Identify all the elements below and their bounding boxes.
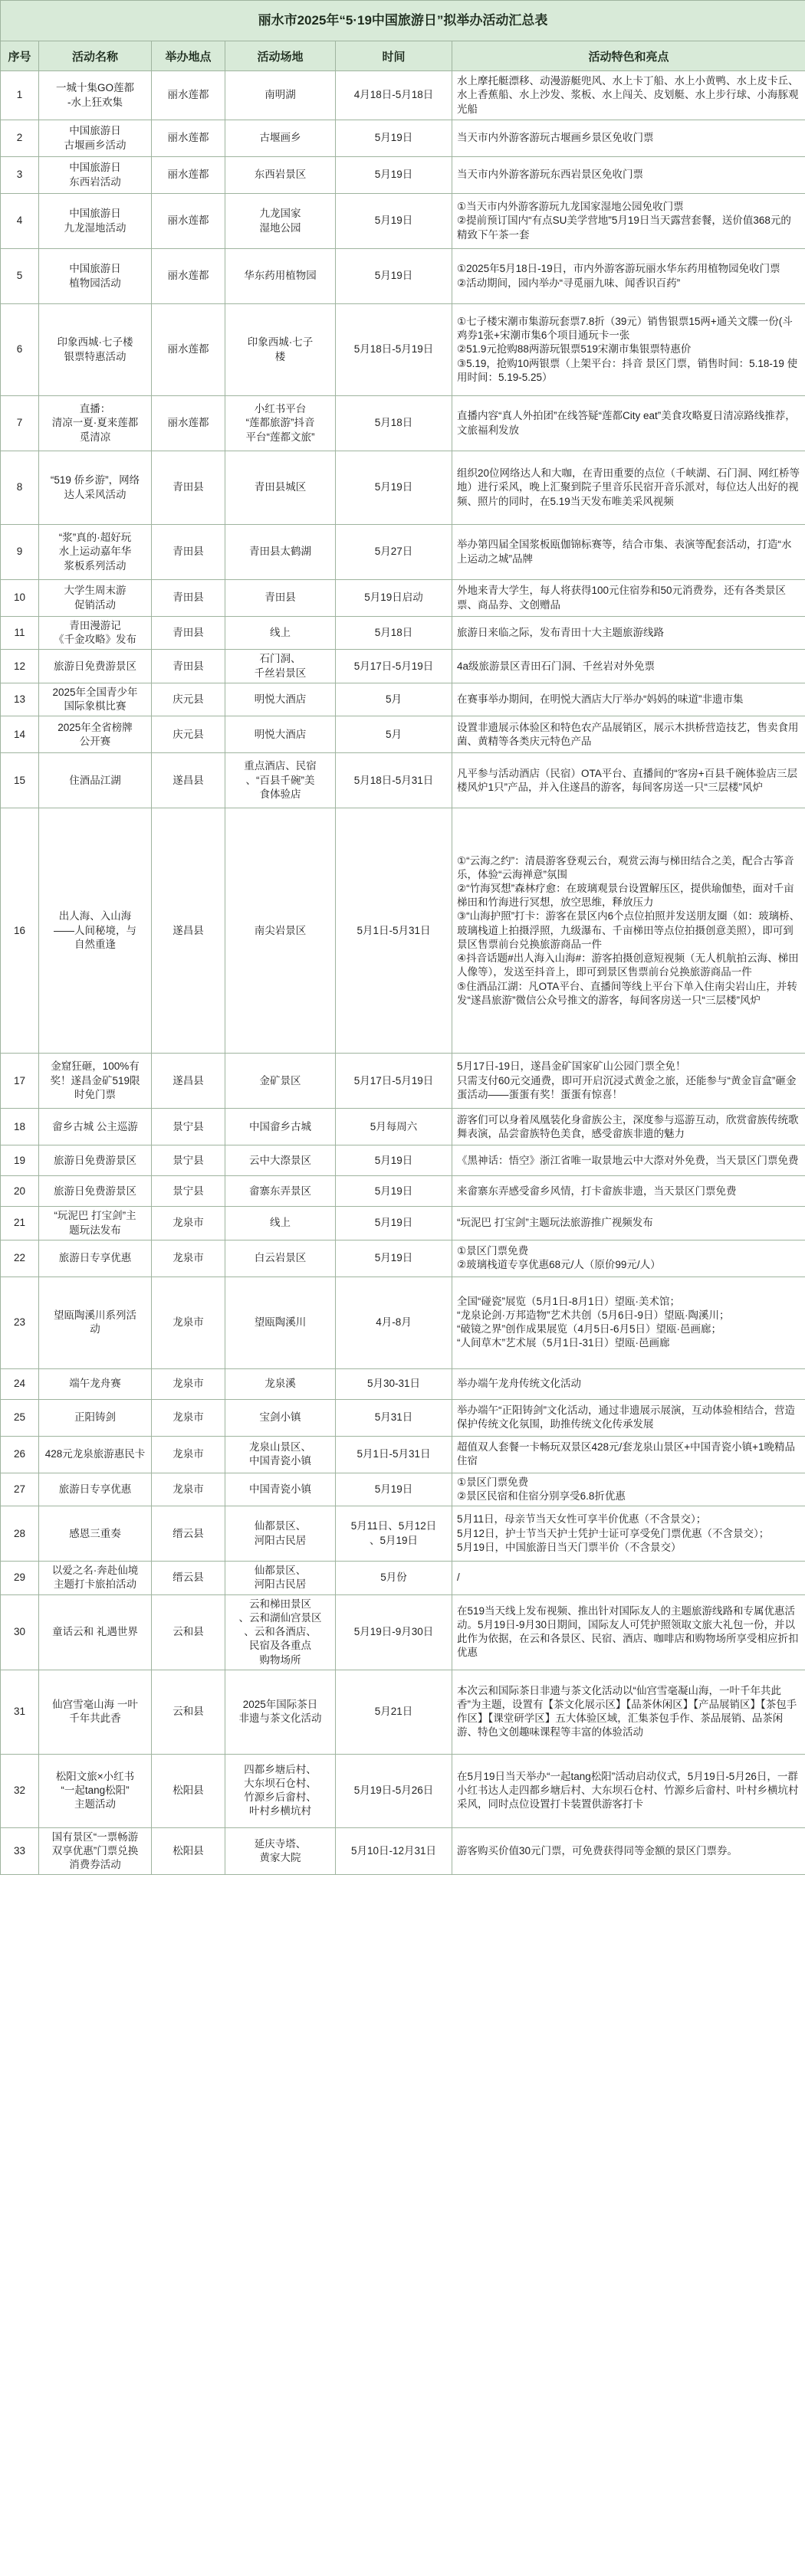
cell-number: 1	[1, 71, 39, 120]
cell-time: 5月	[336, 683, 452, 716]
cell-features: /	[452, 1562, 805, 1594]
cell-time: 5月1日-5月31日	[336, 1436, 452, 1473]
cell-location: 景宁县	[152, 1176, 225, 1207]
cell-activity-name: 中国旅游日 植物园活动	[39, 249, 152, 304]
cell-number: 17	[1, 1054, 39, 1109]
cell-features: 《黑神话：悟空》浙江省唯一取景地云中大漈对外免费，当天景区门票免费	[452, 1145, 805, 1176]
cell-number: 9	[1, 525, 39, 580]
cell-number: 12	[1, 650, 39, 683]
cell-activity-name: “519 侨乡游”，网络 达人采风活动	[39, 451, 152, 525]
cell-features: 旅游日来临之际，发布青田十大主题旅游线路	[452, 617, 805, 650]
cell-number: 32	[1, 1754, 39, 1827]
cell-activity-name: 国有景区“一票畅游 双享优惠”门票兑换 消费券活动	[39, 1827, 152, 1875]
header-number: 序号	[1, 41, 39, 71]
cell-features: 5月17日-19日，遂昌金矿国家矿山公园门票全免！ 只需支付60元交通费，即可开启沉浸式黄金之旅，还能参与“黄金盲盒”砸金蛋活动——蛋蛋有奖！蛋蛋有惊喜！	[452, 1054, 805, 1109]
cell-venue: 九龙国家 湿地公园	[225, 194, 336, 249]
cell-venue: 畲寨东弄景区	[225, 1176, 336, 1207]
cell-features: 举办端午“正阳铸剑”文化活动，通过非遗展示展演，互动体验相结合，营造保护传统文化氛围，助推传统文化传承发展	[452, 1399, 805, 1436]
cell-activity-name: 住酒品江湖	[39, 753, 152, 808]
table-row	[1, 1827, 805, 1875]
cell-location: 青田县	[152, 580, 225, 617]
cell-time: 5月30-31日	[336, 1368, 452, 1399]
table-row	[1, 1562, 805, 1594]
cell-features: 在5月19日当天举办“一起tang松阳”活动启动仪式，5月19日-5月26日，一群小红书达人走四都乡塘后村、大东坝石仓村、竹源乡后畲村、叶村乡横坑村采风，同时点位设置打卡装置供游客打卡	[452, 1754, 805, 1827]
table-row	[1, 1754, 805, 1827]
cell-venue: 石门洞、 千丝岩景区	[225, 650, 336, 683]
cell-activity-name: 青田漫游记 《千金攻略》发布	[39, 617, 152, 650]
table-row	[1, 716, 805, 753]
cell-features: ①当天市内外游客游玩九龙国家湿地公园免收门票 ②提前预订国内“有点SU美学营地”5月19日当天露营套餐，送价值368元的精致下午茶一套	[452, 194, 805, 249]
header-activity-name: 活动名称	[39, 41, 152, 71]
cell-time: 5月19日	[336, 1240, 452, 1277]
cell-features: 在赛事举办期间，在明悦大酒店大厅举办“妈妈的味道”非遗市集	[452, 683, 805, 716]
table-row	[1, 808, 805, 1054]
table-row	[1, 525, 805, 580]
cell-number: 13	[1, 683, 39, 716]
cell-number: 24	[1, 1368, 39, 1399]
cell-venue: 中国青瓷小镇	[225, 1473, 336, 1506]
cell-time: 5月10日-12月31日	[336, 1827, 452, 1875]
cell-time: 5月18日	[336, 396, 452, 451]
cell-time: 4月18日-5月18日	[336, 71, 452, 120]
cell-activity-name: 正阳铸剑	[39, 1399, 152, 1436]
cell-features: 水上摩托艇漂移、动漫游艇兜风、水上卡丁船、水上小黄鸭、水上皮卡丘、水上香蕉船、水上沙发、浆板、水上闯关、皮划艇、水上步行球、小海豚观光船	[452, 71, 805, 120]
cell-number: 28	[1, 1506, 39, 1562]
cell-features: 组织20位网络达人和大咖，在青田重要的点位（千峡湖、石门洞、网红桥等地）进行采风，晚上汇聚到院子里音乐民宿开音乐派对，每位达人出好的视频、照片的同时，在5.19当天发布唯美采风视频	[452, 451, 805, 525]
table-row	[1, 304, 805, 396]
cell-location: 庆元县	[152, 683, 225, 716]
cell-time: 5月11日、5月12日 、5月19日	[336, 1506, 452, 1562]
cell-time: 5月27日	[336, 525, 452, 580]
header-row	[1, 41, 805, 71]
cell-location: 缙云县	[152, 1506, 225, 1562]
cell-number: 5	[1, 249, 39, 304]
cell-venue: 延庆寺塔、 黄家大院	[225, 1827, 336, 1875]
cell-venue: 小红书平台 “莲都旅游”抖音 平台“莲都文旅”	[225, 396, 336, 451]
cell-activity-name: 旅游日免费游景区	[39, 650, 152, 683]
cell-number: 33	[1, 1827, 39, 1875]
cell-activity-name: “浆”真的·超好玩 水上运动嘉年华 浆板系列活动	[39, 525, 152, 580]
cell-number: 6	[1, 304, 39, 396]
table-row	[1, 157, 805, 194]
cell-features: ①“云海之约”：清晨游客登观云台，观赏云海与梯田结合之美，配合古筝音乐，体验“云海禅意”氛围 ②“竹海冥想”森林疗愈：在玻璃观景台设置解压区，提供瑜伽垫，面对千亩梯田和竹海进行冥想，放空思维，释放压力 ③“山海护照”打卡：游客在景区内6个点位拍照并发送朋友圈（如：玻璃桥、玻璃栈道上拍摄浮照，九级瀑布、千亩梯田等点位拍摄创意美照），即可到景区售票前台兑换旅游商品一件 ④抖音话题#出人海入山海#：游客拍摄创意短视频（无人机航拍云海、梯田人像等），发送至抖音上，即可到景区售票前台兑换旅游商品一件 ⑤住酒品江湖：凡OTA平台、直播间等线上平台下单入住南尖岩山庄，并转发“遂昌旅游”微信公众号推文的游客，每间客房送一只“三层楼”风炉	[452, 808, 805, 1054]
cell-location: 云和县	[152, 1670, 225, 1754]
table-row	[1, 1176, 805, 1207]
cell-activity-name: 松阳文旅×小红书 “一起tang松阳” 主题活动	[39, 1754, 152, 1827]
cell-time: 5月19日	[336, 249, 452, 304]
cell-location: 云和县	[152, 1594, 225, 1670]
cell-activity-name: 中国旅游日 东西岩活动	[39, 157, 152, 194]
cell-location: 遂昌县	[152, 808, 225, 1054]
cell-location: 青田县	[152, 617, 225, 650]
cell-number: 22	[1, 1240, 39, 1277]
cell-location: 缙云县	[152, 1562, 225, 1594]
cell-time: 5月1日-5月31日	[336, 808, 452, 1054]
cell-number: 8	[1, 451, 39, 525]
cell-time: 5月17日-5月19日	[336, 650, 452, 683]
cell-number: 25	[1, 1399, 39, 1436]
cell-time: 4月-8月	[336, 1277, 452, 1368]
cell-location: 遂昌县	[152, 1054, 225, 1109]
cell-venue: 望瓯陶溪川	[225, 1277, 336, 1368]
cell-activity-name: 感恩三重奏	[39, 1506, 152, 1562]
cell-venue: 仙都景区、 河阳古民居	[225, 1562, 336, 1594]
cell-time: 5月19日	[336, 120, 452, 157]
cell-activity-name: “玩泥巴 打宝剑”主 题玩法发布	[39, 1207, 152, 1240]
cell-activity-name: 出人海、入山海 ——人间秘境，与 自然重逢	[39, 808, 152, 1054]
cell-features: 本次云和国际茶日非遗与茶文化活动以“仙宫雪毫凝山海，一叶千年共此香”为主题，设置有【茶文化展示区】【品茶休闲区】【产品展销区】【茶包手作区】【课堂研学区】五大体验区域，汇集茶包手作、茶品展销、品茶闲游、特色文创趣味课程等丰富的体验活动	[452, 1670, 805, 1754]
cell-activity-name: 旅游日免费游景区	[39, 1176, 152, 1207]
cell-time: 5月19日	[336, 451, 452, 525]
cell-venue: 明悦大酒店	[225, 716, 336, 753]
cell-location: 龙泉市	[152, 1399, 225, 1436]
table-row	[1, 580, 805, 617]
cell-location: 丽水莲都	[152, 396, 225, 451]
cell-venue: 南明湖	[225, 71, 336, 120]
cell-number: 7	[1, 396, 39, 451]
cell-number: 11	[1, 617, 39, 650]
cell-activity-name: 2025年全省榜牌 公开赛	[39, 716, 152, 753]
cell-features: 当天市内外游客游玩东西岩景区免收门票	[452, 157, 805, 194]
cell-features: ①2025年5月18日-19日，市内外游客游玩丽水华东药用植物园免收门票 ②活动期间，园内举办“寻觅丽九味、闻香识百药”	[452, 249, 805, 304]
cell-location: 青田县	[152, 650, 225, 683]
cell-location: 龙泉市	[152, 1436, 225, 1473]
cell-features: 在519当天线上发布视频、推出针对国际友人的主题旅游线路和专属优惠活动。5月19日-9月30日期间，国际友人可凭护照领取文旅大礼包一份，并以此作为依据，在云和各景区、民宿、酒店、咖啡店和购物场所享受相应折扣优惠	[452, 1594, 805, 1670]
cell-time: 5月19日	[336, 1473, 452, 1506]
cell-features: 全国“碰瓷”展览（5月1日-8月1日）望瓯·美术馆； “龙泉论剑·万邦造物”艺术共创（5月6日-9日）望瓯·陶溪川； “破镜之界”创作成果展览（4月5日-6月5日）望瓯·邑画廊； “人间草木”艺术展（5月1日-31日）望瓯·邑画廊	[452, 1277, 805, 1368]
cell-time: 5月份	[336, 1562, 452, 1594]
cell-venue: 印象西城·七子 楼	[225, 304, 336, 396]
cell-number: 10	[1, 580, 39, 617]
cell-activity-name: 旅游日免费游景区	[39, 1145, 152, 1176]
cell-activity-name: 端午龙舟赛	[39, 1368, 152, 1399]
table-row	[1, 753, 805, 808]
cell-number: 31	[1, 1670, 39, 1754]
cell-number: 30	[1, 1594, 39, 1670]
cell-location: 龙泉市	[152, 1240, 225, 1277]
cell-time: 5月19日	[336, 157, 452, 194]
cell-time: 5月19日-5月26日	[336, 1754, 452, 1827]
table-body	[1, 71, 805, 1875]
cell-location: 丽水莲都	[152, 157, 225, 194]
cell-time: 5月19日启动	[336, 580, 452, 617]
cell-features: 4a级旅游景区青田石门洞、千丝岩对外免票	[452, 650, 805, 683]
cell-location: 庆元县	[152, 716, 225, 753]
header-location: 举办地点	[152, 41, 225, 71]
cell-venue: 明悦大酒店	[225, 683, 336, 716]
cell-features: 凡平参与活动酒店（民宿）OTA平台、直播间的“客房+百县千碗体验店三层楼风炉1只”产品，并入住遂昌的游客，每间客房送一只“三层楼”风炉	[452, 753, 805, 808]
cell-features: 外地来青大学生，每人将获得100元住宿券和50元消费券，还有各类景区票、商品券、文创赠品	[452, 580, 805, 617]
cell-time: 5月17日-5月19日	[336, 1054, 452, 1109]
cell-activity-name: 印象西城·七子楼 银票特惠活动	[39, 304, 152, 396]
cell-features: 超值双人套餐一卡畅玩双景区428元/套龙泉山景区+中国青瓷小镇+1晚精品住宿	[452, 1436, 805, 1473]
table-row	[1, 1506, 805, 1562]
table-row	[1, 249, 805, 304]
cell-features: 设置非遗展示体验区和特色农产品展销区，展示木拱桥营造技艺，售卖食用菌、黄精等各类庆元特色产品	[452, 716, 805, 753]
cell-venue: 线上	[225, 617, 336, 650]
cell-location: 龙泉市	[152, 1277, 225, 1368]
table-row	[1, 451, 805, 525]
cell-activity-name: 428元龙泉旅游惠民卡	[39, 1436, 152, 1473]
cell-time: 5月	[336, 716, 452, 753]
cell-venue: 金矿景区	[225, 1054, 336, 1109]
cell-activity-name: 中国旅游日 古堰画乡活动	[39, 120, 152, 157]
cell-number: 20	[1, 1176, 39, 1207]
cell-location: 丽水莲都	[152, 194, 225, 249]
cell-time: 5月18日	[336, 617, 452, 650]
cell-location: 景宁县	[152, 1109, 225, 1145]
cell-number: 4	[1, 194, 39, 249]
cell-number: 23	[1, 1277, 39, 1368]
table-row	[1, 71, 805, 120]
cell-activity-name: 以爱之名·奔赴仙境 主题打卡旅拍活动	[39, 1562, 152, 1594]
cell-venue: 重点酒店、民宿 、“百县千碗”美 食体验店	[225, 753, 336, 808]
cell-location: 松阳县	[152, 1754, 225, 1827]
table-row	[1, 1473, 805, 1506]
cell-number: 16	[1, 808, 39, 1054]
table-row	[1, 650, 805, 683]
cell-location: 丽水莲都	[152, 120, 225, 157]
cell-venue: 东西岩景区	[225, 157, 336, 194]
cell-features: 游客们可以身着凤凰装化身畲族公主，深度参与巡游互动，欣赏畲族传统歌舞表演，品尝畲族特色美食，感受畲族非遗的魅力	[452, 1109, 805, 1145]
cell-features: ①景区门票免费 ②景区民宿和住宿分别享受6.8折优惠	[452, 1473, 805, 1506]
cell-location: 龙泉市	[152, 1368, 225, 1399]
cell-venue: 云和梯田景区 、云和湖仙宫景区 、云和各酒店、 民宿及各重点 购物场所	[225, 1594, 336, 1670]
cell-number: 19	[1, 1145, 39, 1176]
cell-features: ①景区门票免费 ②玻璃栈道专享优惠68元/人（原价99元/人）	[452, 1240, 805, 1277]
cell-features: 直播内容“真人外拍团”在线答疑“莲都City eat”美食攻略夏日清凉路线推荐，文旅福利发放	[452, 396, 805, 451]
cell-venue: 云中大漈景区	[225, 1145, 336, 1176]
cell-activity-name: 旅游日专享优惠	[39, 1240, 152, 1277]
cell-time: 5月19日	[336, 194, 452, 249]
cell-time: 5月21日	[336, 1670, 452, 1754]
cell-time: 5月每周六	[336, 1109, 452, 1145]
cell-number: 18	[1, 1109, 39, 1145]
cell-venue: 四都乡塘后村、 大东坝石仓村、 竹源乡后畲村、 叶村乡横坑村	[225, 1754, 336, 1827]
table-row	[1, 1594, 805, 1670]
table-row	[1, 1277, 805, 1368]
table-row	[1, 1240, 805, 1277]
cell-activity-name: 中国旅游日 九龙湿地活动	[39, 194, 152, 249]
header-venue: 活动场地	[225, 41, 336, 71]
cell-features: 举办第四届全国浆板瓯伽锦标赛等，结合市集、表演等配套活动，打造“水上运动之城”品牌	[452, 525, 805, 580]
table-row	[1, 1399, 805, 1436]
cell-location: 龙泉市	[152, 1473, 225, 1506]
table-row	[1, 617, 805, 650]
cell-activity-name: 童话云和 礼遇世界	[39, 1594, 152, 1670]
cell-number: 27	[1, 1473, 39, 1506]
cell-time: 5月31日	[336, 1399, 452, 1436]
cell-venue: 宝剑小镇	[225, 1399, 336, 1436]
cell-features: “玩泥巴 打宝剑”主题玩法旅游推广视频发布	[452, 1207, 805, 1240]
table-row	[1, 1054, 805, 1109]
cell-number: 15	[1, 753, 39, 808]
cell-activity-name: 大学生周末游 促销活动	[39, 580, 152, 617]
table-row	[1, 120, 805, 157]
cell-time: 5月19日	[336, 1207, 452, 1240]
cell-location: 龙泉市	[152, 1207, 225, 1240]
cell-number: 21	[1, 1207, 39, 1240]
table-row	[1, 1207, 805, 1240]
cell-time: 5月19日	[336, 1145, 452, 1176]
cell-venue: 龙泉山景区、 中国青瓷小镇	[225, 1436, 336, 1473]
cell-time: 5月19日	[336, 1176, 452, 1207]
table-row	[1, 194, 805, 249]
header-features: 活动特色和亮点	[452, 41, 805, 71]
cell-time: 5月18日-5月19日	[336, 304, 452, 396]
cell-location: 青田县	[152, 525, 225, 580]
cell-location: 丽水莲都	[152, 71, 225, 120]
cell-number: 3	[1, 157, 39, 194]
cell-features: 来畲寨东弄感受畲乡风情，打卡畲族非遗，当天景区门票免费	[452, 1176, 805, 1207]
cell-activity-name: 仙宫雪毫山海 一叶 千年共此香	[39, 1670, 152, 1754]
cell-activity-name: 望瓯陶溪川系列活 动	[39, 1277, 152, 1368]
table-row	[1, 1145, 805, 1176]
sheet-title: 丽水市2025年“5·19中国旅游日”拟举办活动汇总表	[1, 1, 805, 41]
cell-activity-name: 一城十集GO莲都 -水上狂欢集	[39, 71, 152, 120]
cell-venue: 白云岩景区	[225, 1240, 336, 1277]
cell-number: 14	[1, 716, 39, 753]
table-row	[1, 1368, 805, 1399]
cell-time: 5月18日-5月31日	[336, 753, 452, 808]
cell-venue: 青田县城区	[225, 451, 336, 525]
cell-venue: 古堰画乡	[225, 120, 336, 157]
cell-features: 当天市内外游客游玩古堰画乡景区免收门票	[452, 120, 805, 157]
cell-location: 遂昌县	[152, 753, 225, 808]
cell-number: 26	[1, 1436, 39, 1473]
table-row	[1, 396, 805, 451]
cell-venue: 2025年国际茶日 非遗与茶文化活动	[225, 1670, 336, 1754]
cell-venue: 仙都景区、 河阳古民居	[225, 1506, 336, 1562]
cell-location: 松阳县	[152, 1827, 225, 1875]
cell-location: 丽水莲都	[152, 249, 225, 304]
cell-location: 青田县	[152, 451, 225, 525]
cell-number: 2	[1, 120, 39, 157]
cell-activity-name: 旅游日专享优惠	[39, 1473, 152, 1506]
header-time: 时间	[336, 41, 452, 71]
cell-activity-name: 2025年全国青少年 国际象棋比赛	[39, 683, 152, 716]
cell-location: 景宁县	[152, 1145, 225, 1176]
cell-features: 5月11日，母亲节当天女性可享半价优惠（不含景交）； 5月12日，护士节当天护士凭护士证可享受免门票优惠（不含景交）； 5月19日，中国旅游日当天门票半价（不含景交）	[452, 1506, 805, 1562]
cell-venue: 华东药用植物园	[225, 249, 336, 304]
cell-location: 丽水莲都	[152, 304, 225, 396]
table-row	[1, 1109, 805, 1145]
cell-venue: 青田县	[225, 580, 336, 617]
cell-activity-name: 直播： 清凉一夏·夏来莲都 觅清凉	[39, 396, 152, 451]
table-row	[1, 683, 805, 716]
table-row	[1, 1436, 805, 1473]
cell-features: 举办端午龙舟传统文化活动	[452, 1368, 805, 1399]
cell-activity-name: 畲乡古城 公主巡游	[39, 1109, 152, 1145]
cell-activity-name: 金窟狂砸，100%有 奖！遂昌金矿519限 时免门票	[39, 1054, 152, 1109]
cell-venue: 青田县太鹤湖	[225, 525, 336, 580]
cell-venue: 龙泉溪	[225, 1368, 336, 1399]
cell-features: ①七子楼宋潮市集游玩套票7.8折（39元）销售银票15两+通关文牒一份(斗鸡券1张+宋潮市集6个项目通玩卡一张 ②51.9元抢购88两游玩银票519宋潮市集银票特惠价 ③5.19，抢购10两银票（上架平台：抖音 景区门票，销售时间：5.18-19 使用时间：5.19-5.25）	[452, 304, 805, 396]
cell-number: 29	[1, 1562, 39, 1594]
cell-features: 游客购买价值30元门票，可免费获得同等金额的景区门票券。	[452, 1827, 805, 1875]
cell-venue: 线上	[225, 1207, 336, 1240]
table-row	[1, 1670, 805, 1754]
cell-venue: 南尖岩景区	[225, 808, 336, 1054]
cell-time: 5月19日-9月30日	[336, 1594, 452, 1670]
cell-venue: 中国畲乡古城	[225, 1109, 336, 1145]
